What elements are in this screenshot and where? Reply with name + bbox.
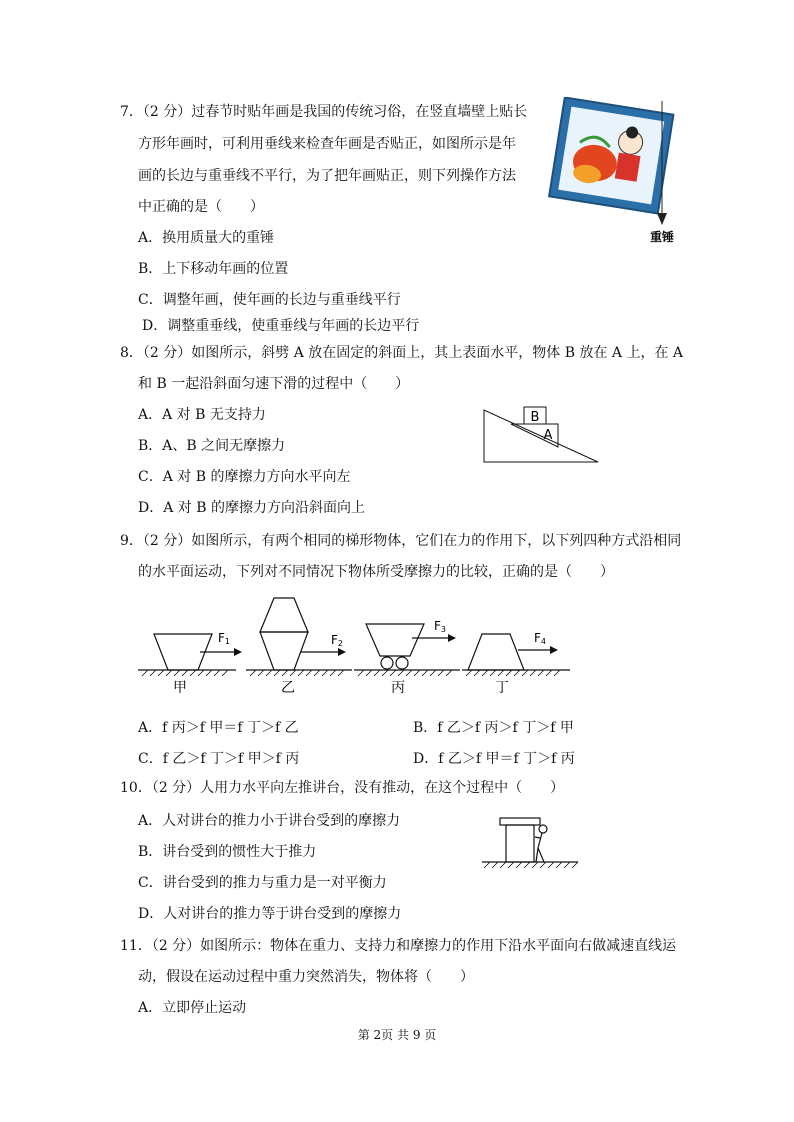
caption-jia: 甲 — [173, 680, 187, 696]
q7-new-year-picture-figure — [538, 97, 698, 247]
q8-option-d: D．A 对 B 的摩擦力方向沿斜面向上 — [138, 500, 365, 516]
page-footer: 第 2页 共 9 页 — [357, 1028, 437, 1042]
caption-bing: 丙 — [391, 680, 405, 696]
q8-option-c: C．A 对 B 的摩擦力方向水平向左 — [138, 469, 351, 485]
q7-stem-line-3: 画的长边与重垂线不平行，为了把年画贴正，则下列操作方法 — [138, 168, 516, 184]
force-f2-label: F2 — [331, 633, 343, 648]
q7-option-a: A．换用质量大的重锤 — [138, 230, 275, 246]
q7-stem-line-1: 7．（2 分）过春节时贴年画是我国的传统习俗，在竖直墙壁上贴长 — [120, 104, 528, 120]
q9-option-b: B．f 乙＞f 丙＞f 丁＞f 甲 — [413, 720, 574, 736]
plumb-bob-label: 重锤 — [649, 230, 675, 244]
case-jia — [138, 631, 242, 696]
force-f4-label: F4 — [534, 631, 546, 646]
fixed-incline — [484, 410, 598, 462]
case-yi — [246, 598, 352, 696]
q10-person-pushing-podium-figure — [478, 812, 582, 872]
q10-option-a: A．人对讲台的推力小于讲台受到的摩擦力 — [138, 813, 401, 829]
q8-incline-figure — [480, 404, 604, 466]
q9-option-c: C．f 乙＞f 丁＞f 甲＞f 丙 — [138, 751, 300, 767]
q7-option-d: D．调整重垂线，使重垂线与年画的长边平行 — [142, 318, 420, 334]
caption-yi: 乙 — [281, 680, 295, 696]
caption-ding: 丁 — [495, 680, 509, 696]
q7-stem-line-4: 中正确的是（ ） — [138, 199, 264, 215]
q11-stem-line-1: 11．（2 分）如图所示：物体在重力、支持力和摩擦力的作用下沿水平面向右做减速直线运 — [120, 938, 677, 954]
q9-option-d: D．f 乙＞f 甲＝f 丁＞f 丙 — [413, 751, 575, 767]
roller-right-icon — [396, 657, 408, 669]
plumb-bob-icon — [657, 213, 667, 225]
q8-option-b: B．A、B 之间无摩擦力 — [138, 438, 286, 454]
person-icon — [535, 825, 547, 862]
q9-option-a: A．f 丙＞f 甲＝f 丁＞f 乙 — [138, 720, 299, 736]
q10-option-b: B．讲台受到的惯性大于推力 — [138, 844, 317, 860]
case-bing — [354, 619, 460, 696]
q9-stem-line-1: 9．（2 分）如图所示，有两个相同的梯形物体，它们在力的作用下，以下列四种方式沿相同 — [120, 533, 682, 549]
q11-stem-line-2: 动，假设在运动过程中重力突然消失，物体将（ ） — [138, 969, 474, 985]
podium — [500, 818, 540, 862]
q9-four-cases-figure — [130, 592, 590, 702]
force-f3-label: F3 — [434, 619, 446, 634]
q11-option-a: A．立即停止运动 — [138, 1000, 247, 1016]
q7-stem-line-2: 方形年画时，可利用垂线来检查年画是否贴正，如图所示是年 — [138, 136, 516, 152]
tilted-picture — [549, 98, 673, 214]
wedge-a-label: A — [543, 428, 553, 443]
q8-stem-line-2: 和 B 一起沿斜面匀速下滑的过程中（ ） — [138, 376, 410, 392]
q9-stem-line-2: 的水平面运动，下列对不同情况下物体所受摩擦力的比较，正确的是（ ） — [138, 564, 614, 580]
q8-option-a: A．A 对 B 无支持力 — [138, 407, 266, 423]
q8-stem-line-1: 8．（2 分）如图所示，斜劈 A 放在固定的斜面上，其上表面水平，物体 B 放在 A 上，在 A — [120, 345, 684, 361]
q10-stem-line-1: 10．（2 分）人用力水平向左推讲台，没有推动，在这个过程中（ ） — [120, 780, 565, 796]
block-b-label: B — [530, 410, 540, 425]
force-f1-label: F1 — [218, 631, 230, 646]
case-ding — [462, 631, 570, 696]
q7-option-c: C．调整年画，使年画的长边与重垂线平行 — [138, 292, 401, 308]
q7-option-b: B．上下移动年画的位置 — [138, 261, 289, 277]
roller-left-icon — [381, 657, 393, 669]
q10-option-d: D．人对讲台的推力等于讲台受到的摩擦力 — [138, 906, 402, 922]
q10-option-c: C．讲台受到的推力与重力是一对平衡力 — [138, 875, 387, 891]
